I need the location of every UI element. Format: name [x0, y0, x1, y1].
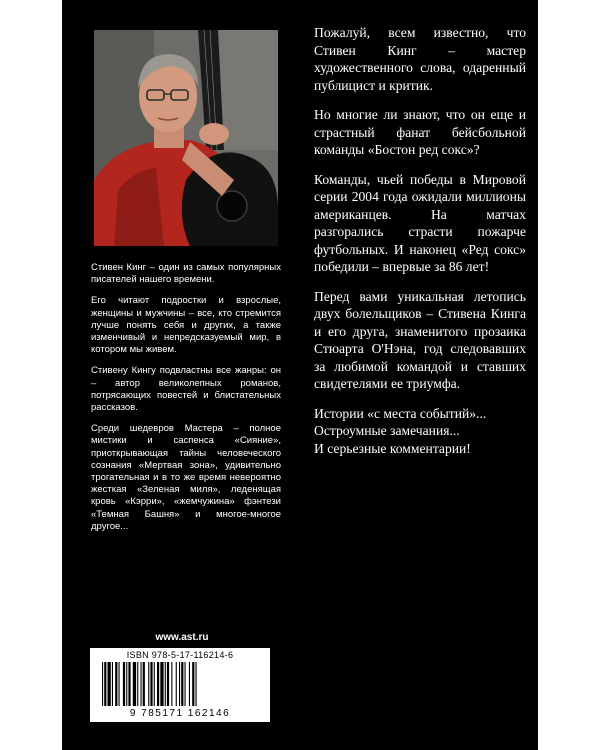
- barcode: [90, 648, 270, 722]
- barcode-bar: [167, 662, 169, 706]
- closing-line: И серьезные комментарии!: [314, 440, 471, 456]
- annotation-closing: [314, 405, 526, 458]
- author-photo: [94, 30, 278, 246]
- barcode-bar: [157, 662, 159, 706]
- barcode-bar: [160, 662, 163, 706]
- barcode-bar: [196, 662, 197, 706]
- publisher-url[interactable]: www.ast.ru: [155, 632, 209, 643]
- barcode-bar: [123, 662, 125, 706]
- bio-paragraph: Стивену Кингу подвластны все жанры: он – автор великолепных романов, потрясающих повестей и блистательных рассказов.: [91, 365, 281, 414]
- barcode-bar: [104, 662, 106, 706]
- barcode-bar: [141, 662, 142, 706]
- barcode-bar: [181, 662, 183, 706]
- barcode-bar: [192, 662, 194, 706]
- barcode-bar: [112, 662, 113, 706]
- barcode-digits: 9 785171 162146: [129, 708, 231, 719]
- barcode-bar: [185, 662, 186, 706]
- bio-paragraph: Его читают подростки и взрослые, женщины и мужчины – все, кто стремится лучше понять себя и других, а также изменчивый и непредсказуемый мир, в котором мы живем.: [91, 295, 281, 356]
- isbn-text: ISBN 978-5-17-116214-6: [126, 650, 234, 660]
- author-bio: [91, 262, 281, 542]
- barcode-bar: [171, 662, 172, 706]
- annotation-paragraph: Перед вами уникальная летопись двух болельщиков – Стивена Кинга и его друга, знаменитого прозаика Стюарта О'Нэна, год следовавших за любимой командой и ставших свидетелями ее триумфа.: [314, 288, 526, 391]
- closing-line: Остроумные замечания...: [314, 423, 460, 438]
- annotation-paragraph: Но многие ли знают, что он еще и страстный фанат бейсбольной команды «Бостон ред сокс»?: [314, 107, 526, 157]
- barcode-bar: [150, 662, 152, 706]
- barcode-bar: [119, 662, 120, 706]
- bio-paragraph: Среди шедевров Мастера – полное мистики и саспенса «Сияние», приоткрывающая тайны человеческого сознания «Мертвая зона», удивительно трогательная и в то же время невероятно жесткая «Зеленая миля», леденящая кровь «Кэрри», «жемчужина» фэнтези «Темная Башня» и многое-многое другое...: [91, 423, 281, 532]
- barcode-bar: [189, 662, 190, 706]
- closing-line: Истории «с места событий»...: [314, 405, 487, 421]
- barcode-bar: [176, 662, 177, 706]
- bio-paragraph: Стивен Кинг – один из самых популярных писателей нашего времени.: [91, 262, 281, 286]
- annotation-paragraph: Пожалуй, всем известно, что Стивен Кинг – мастер художественного слова, одаренный публицист и критик.: [314, 25, 526, 93]
- barcode-bars: [100, 662, 260, 708]
- barcode-bar: [148, 662, 149, 706]
- barcode-bar: [126, 662, 127, 706]
- barcode-bar: [115, 662, 117, 706]
- book-annotation: [314, 24, 526, 469]
- barcode-bar: [143, 662, 145, 706]
- barcode-bar: [108, 662, 111, 706]
- barcode-bar: [133, 662, 136, 706]
- barcode-bar: [102, 662, 103, 706]
- barcode-bar: [165, 662, 166, 706]
- barcode-bar: [179, 662, 180, 706]
- annotation-paragraph: Команды, чьей победы в Мировой серии 2004 года ожидали миллионы американцев. На матчах разгорались страсти пожарче футбольных. И наконец «Ред сокс» победили – впервые за 86 лет!: [314, 171, 526, 274]
- barcode-bar: [154, 662, 155, 706]
- barcode-bar: [128, 662, 130, 706]
- book-back-cover: [62, 0, 538, 750]
- author-photo-image: [94, 30, 278, 246]
- barcode-bar: [137, 662, 138, 706]
